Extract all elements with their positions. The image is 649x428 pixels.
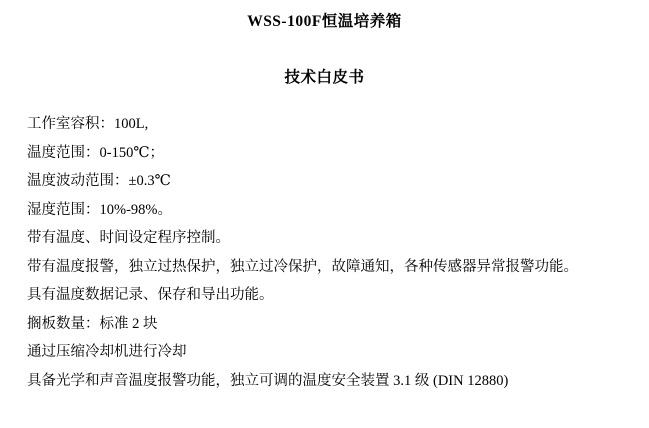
- spec-line: 带有温度、时间设定程序控制。: [27, 230, 230, 246]
- spec-line: 温度波动范围：±0.3℃: [27, 173, 171, 189]
- spec-line: 工作室容积：100L,: [27, 116, 149, 132]
- spec-line: 通过压缩冷却机进行冷却: [27, 344, 187, 360]
- spec-line: 温度范围：0-150℃；: [27, 144, 165, 161]
- specification-list: [0, 110, 649, 395]
- spec-line: 具有温度数据记录、保存和导出功能。: [27, 287, 274, 303]
- spec-line: 带有温度报警，独立过热保护，独立过冷保护，故障通知，各种传感器异常报警功能。: [27, 258, 578, 275]
- page-title: WSS-100F恒温培养箱: [247, 13, 402, 30]
- spec-line: 湿度范围：10%-98%。: [27, 201, 172, 218]
- spec-line: 具备光学和声音温度报警功能，独立可调的温度安全装置 3.1 级 (DIN 12880): [27, 372, 509, 389]
- document-subtitle: 技术白皮书: [284, 69, 365, 86]
- spec-line: 搁板数量：标准 2 块: [27, 315, 158, 332]
- document-page: [0, 9, 649, 428]
